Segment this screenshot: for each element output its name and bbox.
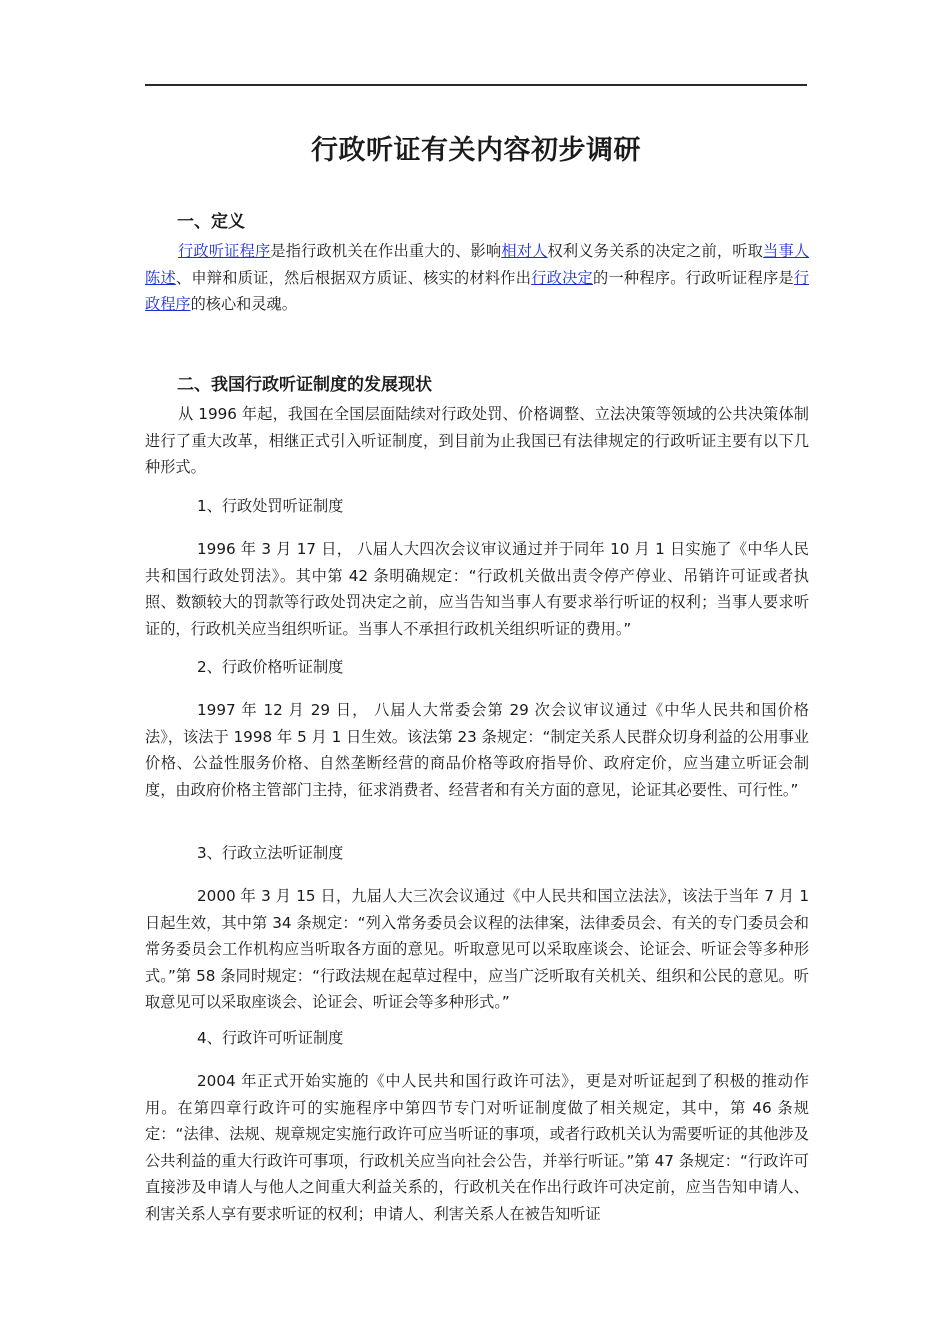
link-party-statement[interactable]: 当事人陈述 [145, 242, 810, 287]
header-rule [145, 84, 807, 86]
subheading-license-hearing: 4、行政许可听证制度 [197, 1029, 344, 1047]
definition-paragraph [145, 238, 809, 318]
definition-text-1: 是指行政机关在作出重大的、影响 [270, 242, 502, 260]
link-administrative-decision[interactable]: 行政决定 [531, 268, 594, 287]
subheading-legislation-hearing: 3、行政立法听证制度 [197, 844, 344, 862]
license-hearing-paragraph: 2004 年正式开始实施的《中人民共和国行政许可法》，更是对听证起到了积极的推动作用。在第四章行政许可的实施程序中第四节专门对听证制度做了相关规定，其中，第 46 条规定：“法律、法规、规章规定实施行政许可应当听证的事项，或者行政机关认为需要听证的其他涉及公共利益的重大行政许可事项，行政机关应当向社会公告，并举行听证。”第 47 条规定：“行政许可直接涉及申请人与他人之间重大利益关系的，行政机关在作出行政许可决定前，应当告知申请人、利害关系人享有要求听证的权利；申请人、利害关系人在被告知听证 [145, 1072, 809, 1223]
document-title: 行政听证有关内容初步调研 [311, 135, 641, 166]
subheading-penalty-hearing: 1、行政处罚听证制度 [197, 497, 344, 515]
link-administrative-procedure[interactable]: 行政程序 [145, 268, 810, 313]
link-counterparty[interactable]: 相对人 [501, 242, 548, 260]
definition-text-2: 权利义务关系的决定之前，听取 [547, 242, 764, 260]
link-hearing-procedure[interactable]: 行政听证程序 [178, 242, 271, 260]
definition-text-5: 的核心和灵魂。 [190, 295, 297, 313]
price-hearing-paragraph: 1997 年 12 月 29 日， 八届人大常委会第 29 次会议审议通过《中华人民共和国价格法》，该法于 1998 年 5 月 1 日生效。该法第 23 条规定：“制定关系人民群众切身利益的公用事业价格、公益性服务价格、自然垄断经营的商品价格等政府指导价、政府定价，应当建立听证会制度，由政府价格主管部门主持，征求消费者、经营者和有关方面的意见，论证其必要性、可行性。” [145, 701, 809, 799]
section-heading-definition: 一、定义 [177, 212, 245, 232]
definition-text-3: 、申辩和质证，然后根据双方质证、核实的材料作出 [175, 268, 532, 287]
penalty-hearing-paragraph: 1996 年 3 月 17 日， 八届人大四次会议审议通过并于同年 10 月 1 日实施了《中华人民共和国行政处罚法》。其中第 42 条明确规定：“行政机关做出责令停产停业、吊销许可证或者执照、数额较大的罚款等行政处罚决定之前，应当告知当事人有要求举行听证的权利；当事人要求听证的，行政机关应当组织听证。当事人不承担行政机关组织听证的费用。” [145, 540, 809, 638]
definition-text-4: 的一种程序。行政听证程序是 [593, 268, 794, 287]
development-intro-paragraph: 从 1996 年起，我国在全国层面陆续对行政处罚、价格调整、立法决策等领域的公共决策体制进行了重大改革，相继正式引入听证制度，到目前为止我国已有法律规定的行政听证主要有以下几种形式。 [145, 405, 809, 476]
legislation-hearing-paragraph: 2000 年 3 月 15 日，九届人大三次会议通过《中人民共和国立法法》，该法于当年 7 月 1 日起生效，其中第 34 条规定：“列入常务委员会议程的法律案，法律委员会、有关的专门委员会和常务委员会工作机构应当听取各方面的意见。听取意见可以采取座谈会、论证会、听证会等多种形式。”第 58 条同时规定：“行政法规在起草过程中，应当广泛听取有关机关、组织和公民的意见。听取意见可以采取座谈会、论证会、听证会等多种形式。” [145, 887, 809, 1011]
section-heading-development: 二、我国行政听证制度的发展现状 [177, 375, 432, 395]
subheading-price-hearing: 2、行政价格听证制度 [197, 658, 344, 676]
